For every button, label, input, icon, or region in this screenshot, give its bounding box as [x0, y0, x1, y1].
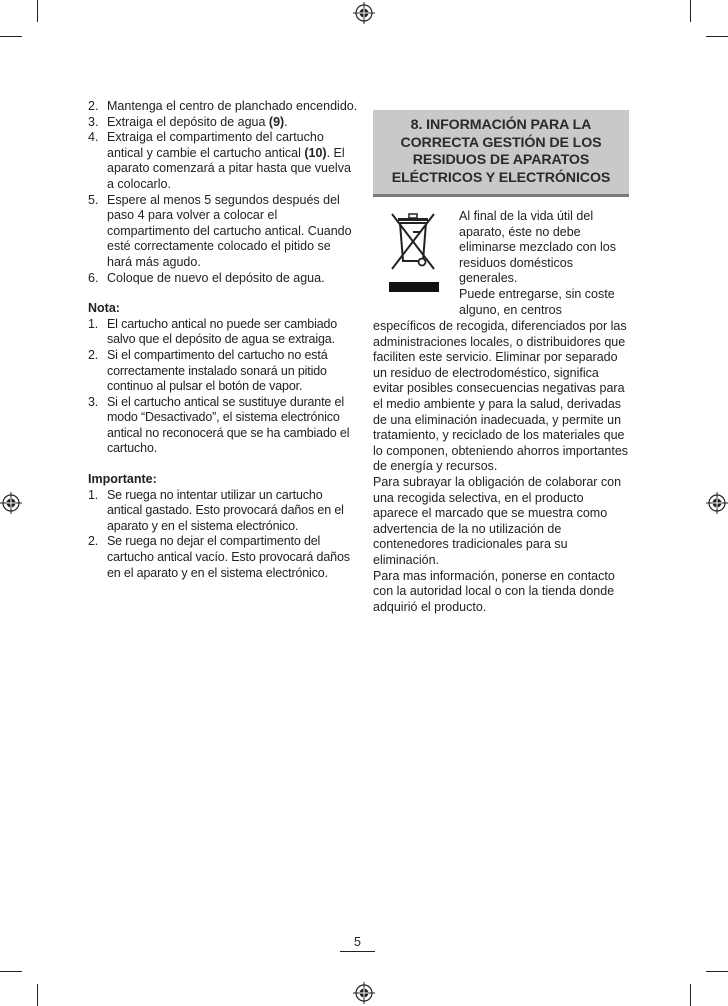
list-item: 2. Si el compartimento del cartucho no está correctamente instalado sonará un pitido continuo al pulsar el botón de vapor. [88, 347, 328, 394]
list-item: 6. Coloque de nuevo el depósito de agua. [88, 270, 325, 285]
registration-mark-icon [706, 492, 728, 514]
crop-mark [0, 36, 22, 37]
steps-list [88, 99, 358, 286]
list-item: 3. Extraiga el depósito de agua (9). [88, 114, 288, 129]
weee-text [459, 209, 631, 318]
section-title: 8. INFORMACIÓN PARA LA CORRECTA GESTIÓN DE LOS RESIDUOS DE APARATOS ELÉCTRICOS Y ELECTRÓNICOS [391, 117, 611, 186]
body-paragraph: específicos de recogida, diferenciados por las administraciones locales, o distribuidores que faciliten este servicio. Eliminar por separado un residuo de electrodoméstico, significa evitar posibles consecuencias negativas para el medio ambiente y para la salud, derivadas de una eliminación inadecuada, y permite un tratamiento, y reciclado de los materiales que lo componen, obteniendo ahorros importantes de energía y recursos. [373, 319, 629, 474]
page-number: 5 [354, 935, 361, 949]
body-paragraph: Para subrayar la obligación de colaborar con una recogida selectiva, en el producto aparece el marcado que se muestra como advertencia de la no utilización de contenedores tradicionales para su eliminación. [373, 474, 622, 567]
registration-mark-icon [353, 982, 375, 1004]
list-item: 2. Mantenga el centro de planchado encendido. [88, 99, 358, 113]
weee-paragraph: Puede entregarse, sin coste alguno, en centros [459, 286, 615, 317]
weee-paragraph: Al final de la vida útil del aparato, éste no debe eliminarse mezclado con los residuos domésticos generales. [459, 209, 617, 286]
importante-list [88, 488, 358, 582]
registration-mark-icon [0, 492, 22, 514]
list-item: 3. Si el cartucho antical se sustituye durante el modo “Desactivado”, el sistema electrónico antical no reconocerá que se ha cambiado el cartucho. [88, 394, 350, 456]
crop-mark [37, 984, 38, 1006]
weee-block [373, 209, 631, 321]
crossed-out-wheeled-bin-icon [387, 209, 441, 295]
list-item: 5. Espere al menos 5 segundos después del paso 4 para volver a colocar el compartimento del cartucho antical. Cuando esté correctamente colocado el pitido se hará más agudo. [88, 192, 352, 269]
left-column [88, 99, 358, 581]
nota-list [88, 317, 358, 457]
registration-mark-icon [353, 2, 375, 24]
right-column [373, 110, 631, 615]
crop-mark [690, 984, 691, 1006]
section-heading-box [373, 110, 629, 197]
body-text [373, 319, 631, 615]
list-item: 4. Extraiga el compartimento del cartucho antical y cambie el cartucho antical (10). El aparato comenzará a pitar hasta que vuelva a colocarlo. [88, 130, 351, 191]
crop-mark [0, 971, 22, 972]
list-item: 1. Se ruega no intentar utilizar un cartucho antical gastado. Esto provocará daños en el aparato y en el sistema electrónico. [88, 487, 344, 533]
list-item: 1. El cartucho antical no puede ser cambiado salvo que el depósito de agua se extraiga. [88, 316, 338, 347]
page-number-rule [340, 951, 375, 952]
crop-mark [706, 36, 728, 37]
importante-heading: Importante: [88, 472, 157, 487]
body-paragraph: Para mas información, ponerse en contacto con la autoridad local o con la tienda donde adquirió el producto. [373, 568, 615, 614]
crop-mark [37, 0, 38, 22]
nota-heading: Nota: [88, 301, 120, 316]
crop-mark [690, 0, 691, 22]
list-item: 2. Se ruega no dejar el compartimento del cartucho antical vacío. Esto provocará daños en el aparato y en el sistema electrónico. [88, 534, 350, 580]
crop-mark [706, 971, 728, 972]
